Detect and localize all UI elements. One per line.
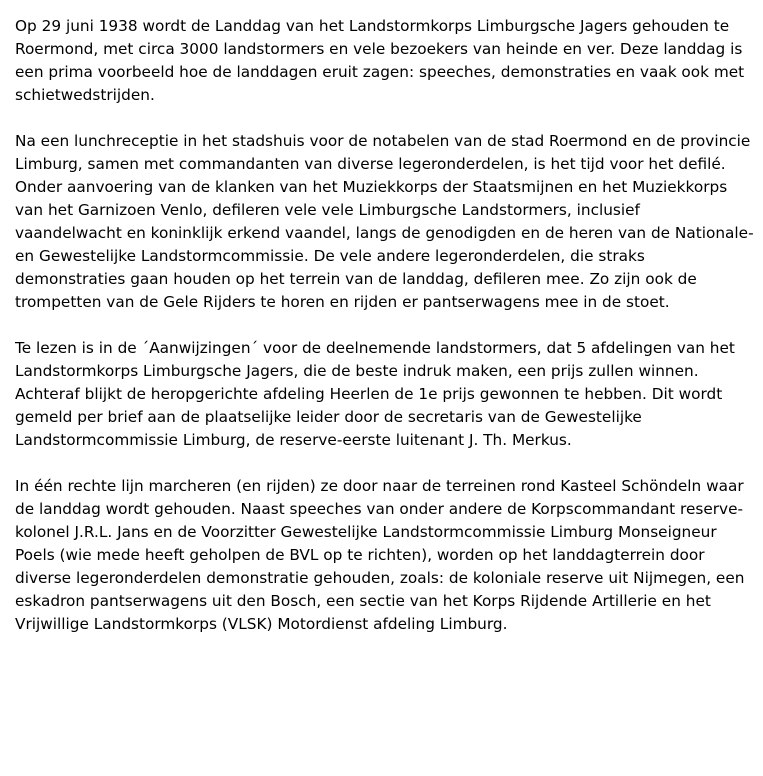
paragraph-landdag-intro: Op 29 juni 1938 wordt de Landdag van het Landstormkorps Limburgsche Jagers gehouden te Roermond, met circa 3000 landstormers en vele bezoekers van heinde en ver. Deze landdag is een prima voorbeeld hoe de landdagen eruit zagen: speeches, demonstraties en vaak ook met schietwedstrijden. (15, 17, 745, 104)
paragraph-aanwijzingen: Te lezen is in de ´Aanwijzingen´ voor de deelnemende landstormers, dat 5 afdelingen van het Landstormkorps Limburgsche Jagers, die de beste indruk maken, een prijs zullen winnen. Achteraf blijkt de heropgerichte afdeling Heerlen de 1e prijs gewonnen te hebben. Dit wordt gemeld per brief aan de plaatselijke leider door de secretaris van de Gewestelijke Landstormcommissie Limburg, de reserve-eerste luitenant J. Th. Merkus. (15, 339, 735, 449)
paragraph-kasteel-schondeln: In één rechte lijn marcheren (en rijden) ze door naar de terreinen rond Kasteel Schöndeln waar de landdag wordt gehouden. Naast speeches van onder andere de Korpscommandant reserve- kolonel J.R.L. Jans en de Voorzitter Gewestelijke Landstormcommissie Limburg Monseigneur Poels (wie mede heeft geholpen de BVL op te richten), worden op het landdagterrein door diverse legeronderdelen demonstratie gehouden, zoals: de koloniale reserve uit Nijmegen, een eskadron pantserwagens uit den Bosch, een sectie van het Korps Rijdende Artillerie en het Vrijwillige Landstormkorps (VLSK) Motordienst afdeling Limburg. (15, 477, 745, 633)
paragraph-defile: Na een lunchreceptie in het stadshuis voor de notabelen van de stad Roermond en de provincie Limburg, samen met commandanten van diverse legeronderdelen, is het tijd voor het defilé. Onder aanvoering van de klanken van het Muziekkorps der Staatsmijnen en het Muziekkorps van het Garnizoen Venlo, defileren vele vele Limburgsche Landstormers, inclusief vaandelwacht en koninklijk erkend vaandel, langs de genodigden en de heren van de Nationale- en Gewestelijke Landstormcommissie. De vele andere legeronderdelen, die straks demonstraties gaan houden op het terrein van de landdag, defileren mee. Zo zijn ook de trompetten van de Gele Rijders te horen en rijden er pantserwagens mee in de stoet. (15, 132, 754, 311)
document-body (15, 15, 760, 659)
